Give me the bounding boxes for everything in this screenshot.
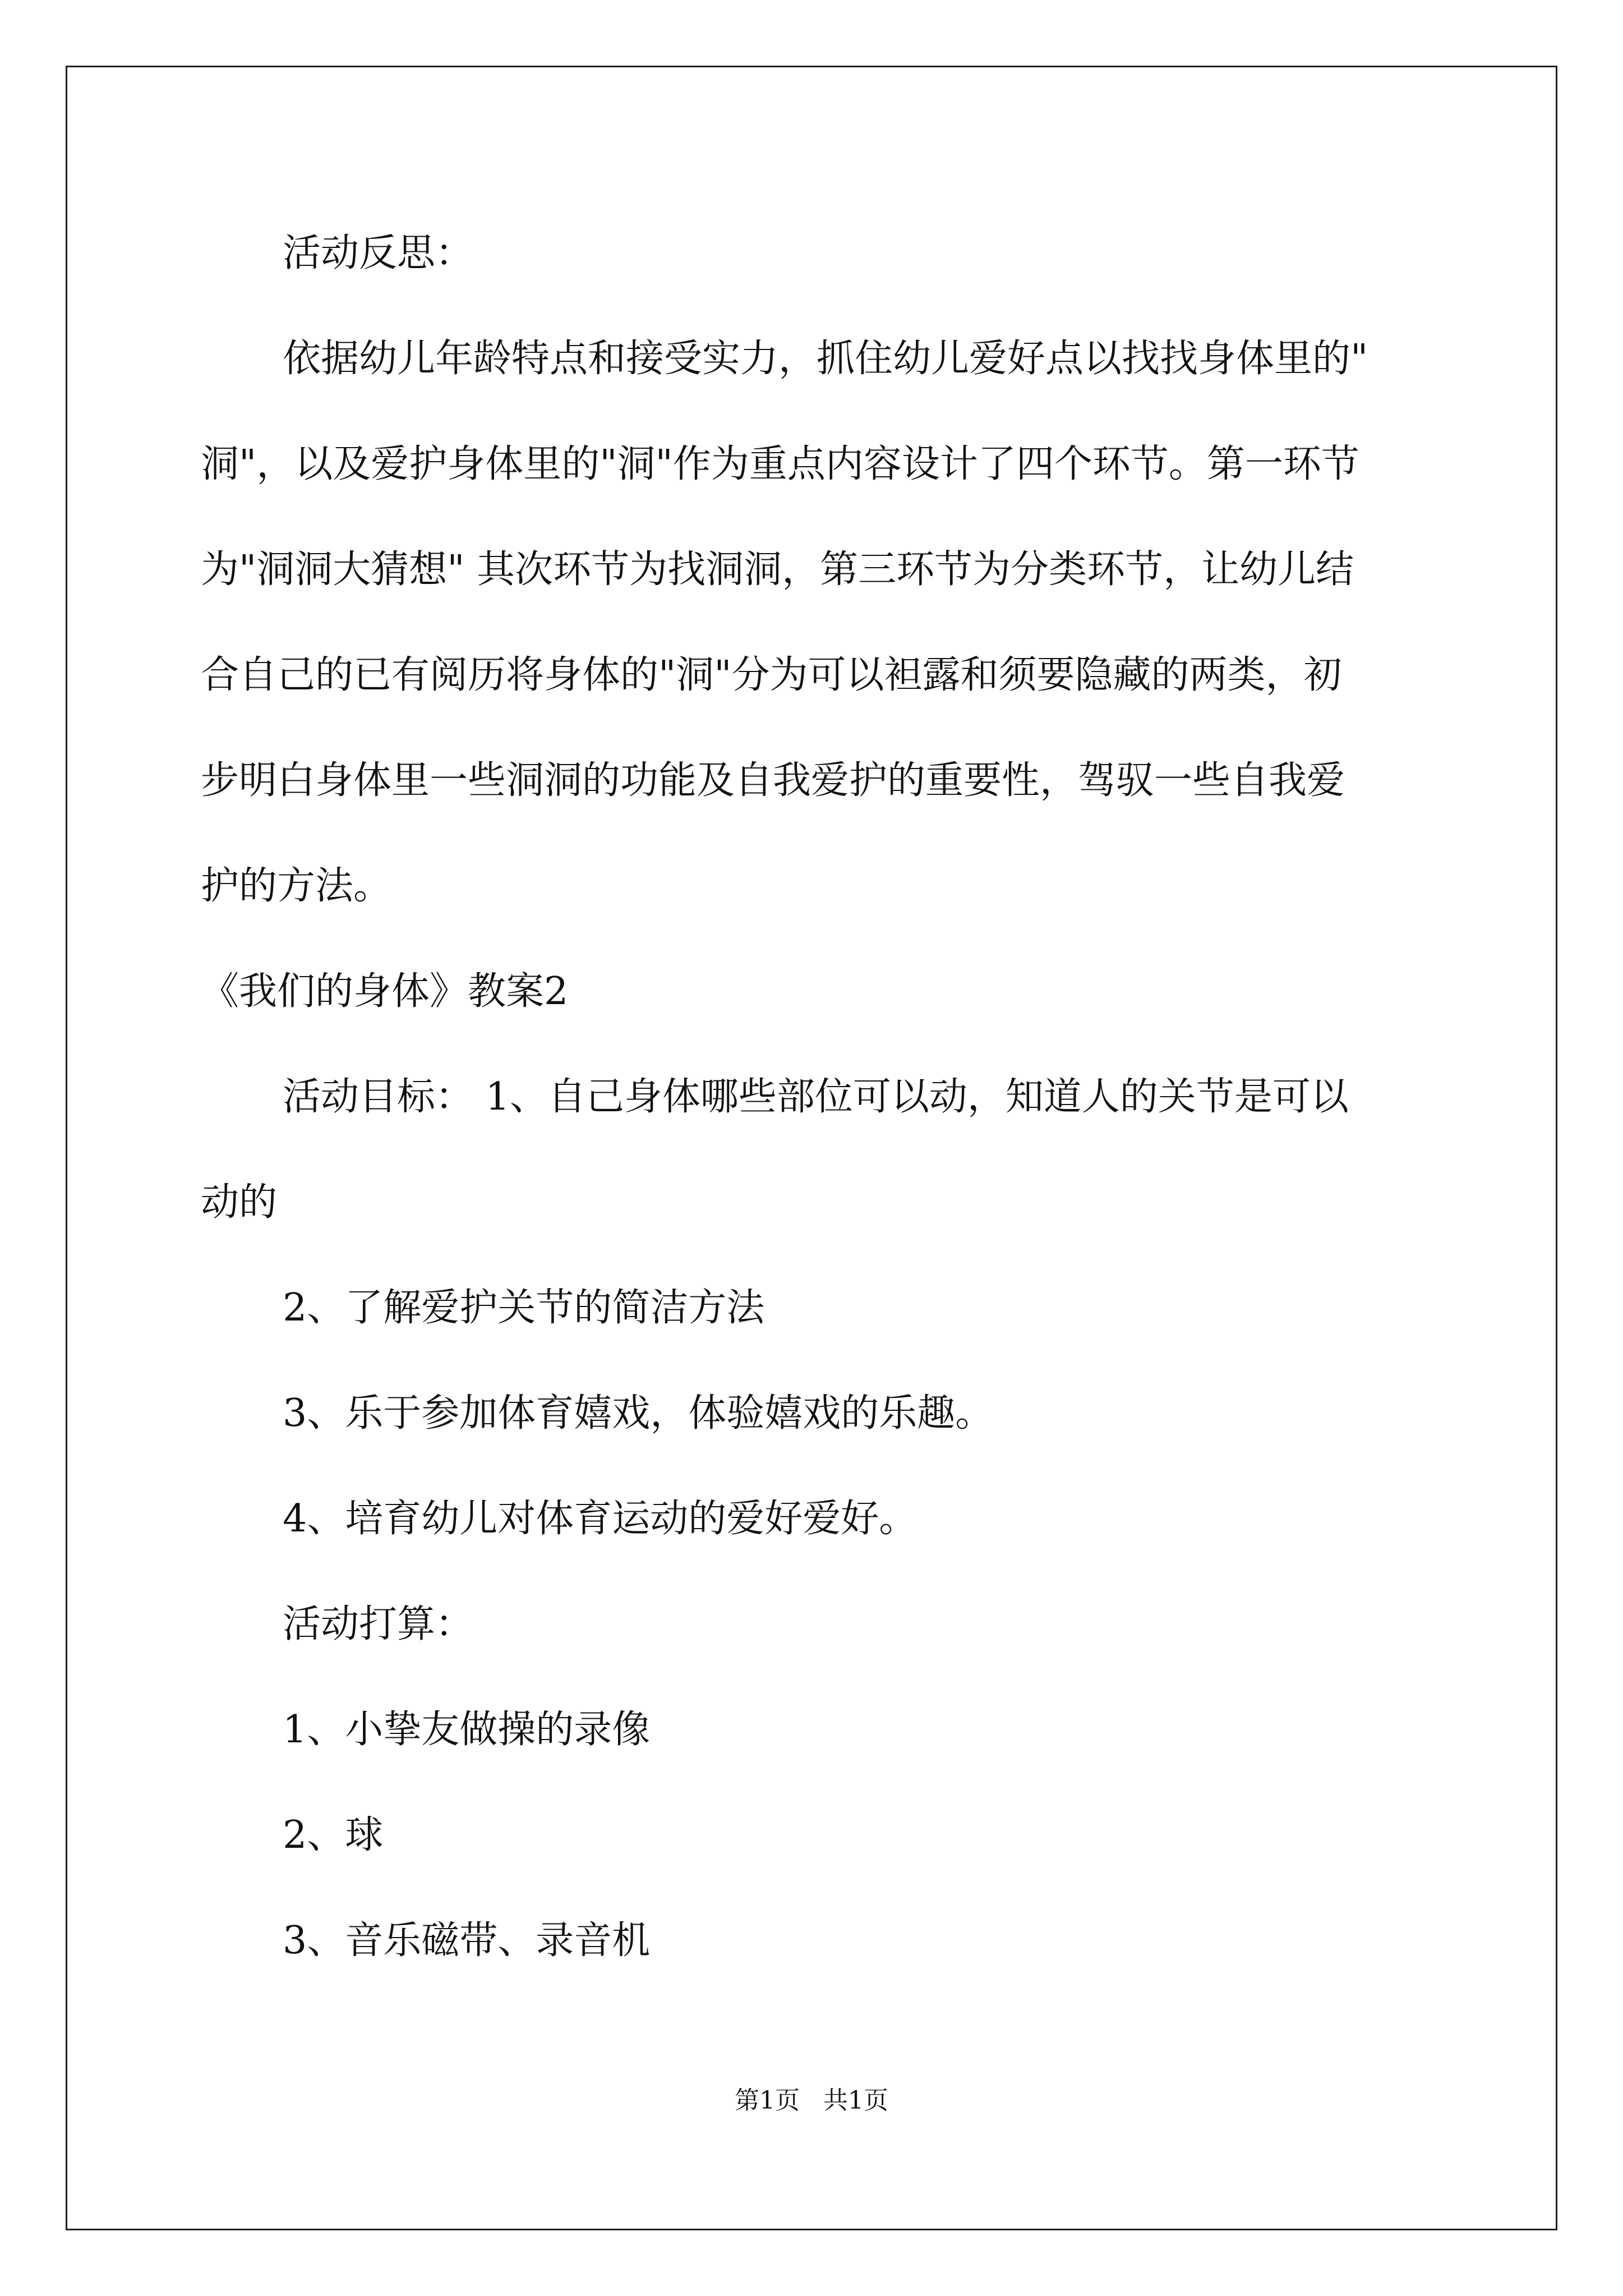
goal-item: 3、乐于参加体育嬉戏，体验嬉戏的乐趣。 (283, 1391, 994, 1435)
reflection-line-3: 为"洞洞大猜想" 其次环节为找洞洞，第三环节为分类环节，让幼儿结 (201, 547, 1354, 592)
goals-line-1: 活动目标： 1、自己身体哪些部位可以动，知道人的关节是可以 (283, 1075, 1349, 1119)
section-title: 《我们的身体》教案2 (201, 969, 569, 1014)
reflection-line-4: 合自己的已有阅历将身体的"洞"分为可以袒露和须要隐藏的两类，初 (201, 653, 1342, 697)
reflection-line-6: 护的方法。 (201, 864, 392, 908)
goal-item: 4、培育幼儿对体育运动的爱好爱好。 (283, 1497, 917, 1541)
reflection-line-5: 步明白身体里一些洞洞的功能及自我爱护的重要性，驾驭一些自我爱 (201, 758, 1345, 803)
reflection-line-2: 洞"，以及爱护身体里的"洞"作为重点内容设计了四个环节。第一环节 (201, 442, 1359, 486)
goals-line-1-cont: 动的 (201, 1180, 278, 1225)
prep-heading: 活动打算： (283, 1602, 474, 1646)
page-number: 第1页 (735, 2086, 800, 2115)
reflection-heading: 活动反思： (283, 231, 474, 275)
page-footer (0, 2084, 1623, 2118)
goal-item: 2、了解爱护关节的简洁方法 (283, 1286, 765, 1330)
page-border (66, 66, 1557, 2230)
prep-item: 3、音乐磁带、录音机 (283, 1918, 651, 1963)
prep-item: 1、小挚友做操的录像 (283, 1708, 651, 1752)
prep-item: 2、球 (283, 1813, 384, 1857)
page-total: 共1页 (823, 2086, 888, 2115)
reflection-line-1: 依据幼儿年龄特点和接受实力，抓住幼儿爱好点以找找身体里的" (283, 337, 1368, 381)
